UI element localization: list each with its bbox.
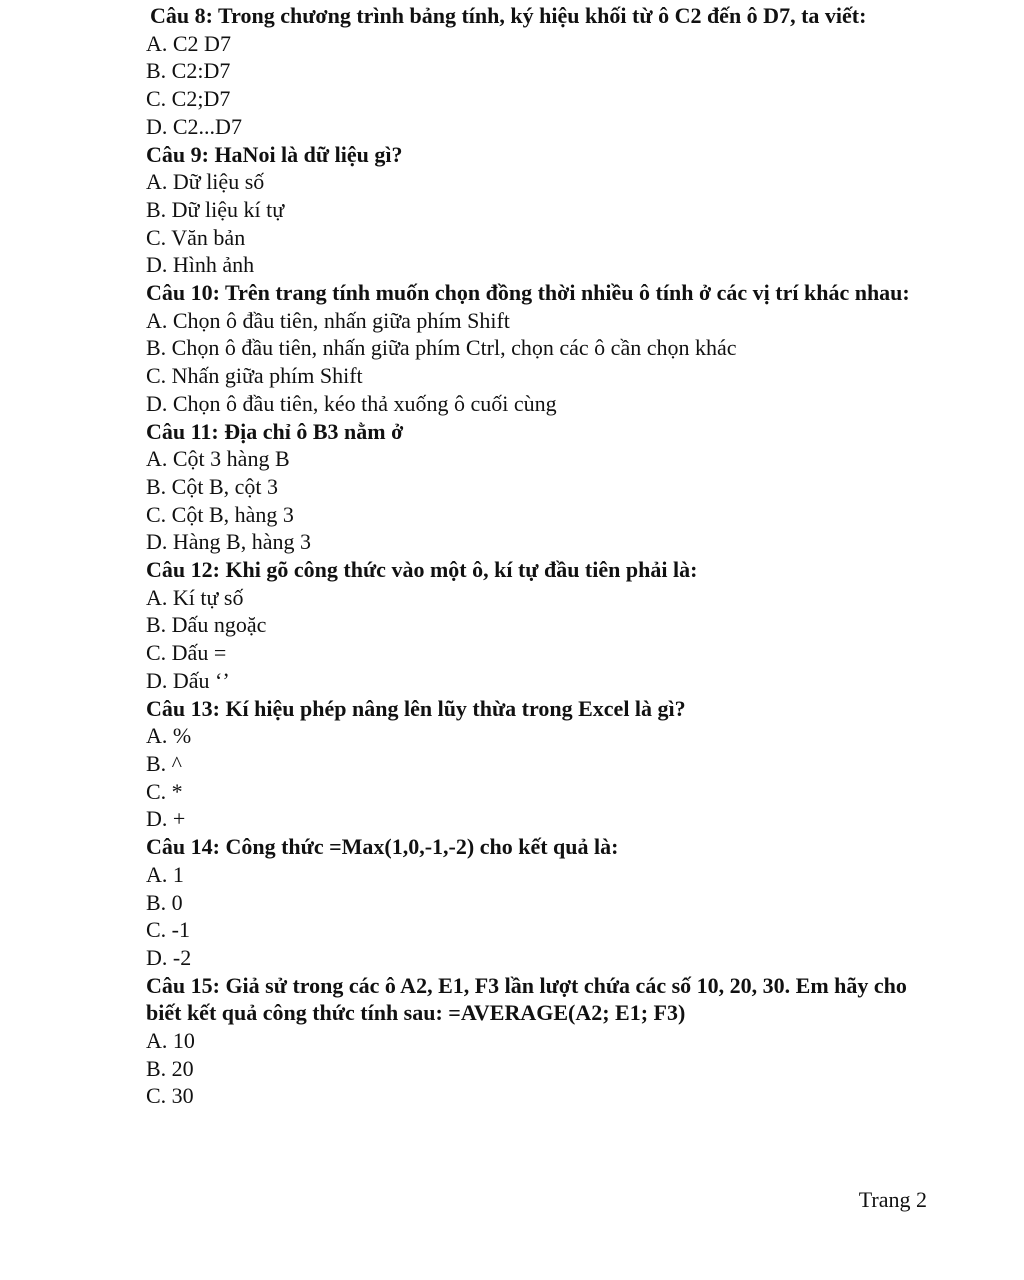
- question-9-option-a: A. Dữ liệu số: [146, 169, 265, 195]
- question-11-option-c: C. Cột B, hàng 3: [146, 501, 294, 527]
- question-14-title: Câu 14: Công thức =Max(1,0,-1,-2) cho kết quả là:: [146, 834, 619, 860]
- question-8-option-a: A. C2 D7: [146, 30, 231, 56]
- question-14-option-a: A. 1: [146, 861, 184, 887]
- question-9-option-d: D. Hình ảnh: [146, 252, 255, 278]
- question-15-option-b: B. 20: [146, 1055, 194, 1081]
- question-10-option-b: B. Chọn ô đầu tiên, nhấn giữa phím Ctrl, chọn các ô cần chọn khác: [146, 335, 737, 361]
- question-15-option-c: C. 30: [146, 1083, 194, 1109]
- question-12-option-a: A. Kí tự số: [146, 584, 244, 610]
- question-15-title: Câu 15: Giả sử trong các ô A2, E1, F3 lần lượt chứa các số 10, 20, 30. Em hãy cho biết kết quả công thức tính sau: =AVERAGE(A2; E1; F3): [146, 972, 907, 1026]
- question-10-title: Câu 10: Trên trang tính muốn chọn đồng thời nhiều ô tính ở các vị trí khác nhau:: [146, 280, 910, 306]
- question-11-option-b: B. Cột B, cột 3: [146, 473, 279, 499]
- question-8-title: Câu 8: Trong chương trình bảng tính, ký hiệu khối từ ô C2 đến ô D7, ta viết:: [150, 3, 867, 28]
- question-13-option-d: D. +: [146, 806, 186, 832]
- question-8-option-b: B. C2:D7: [146, 58, 231, 84]
- question-13-option-b: B. ^: [146, 750, 182, 776]
- question-10-option-a: A. Chọn ô đầu tiên, nhấn giữa phím Shift: [146, 307, 510, 333]
- question-8-option-d: D. C2...D7: [146, 113, 242, 139]
- quiz-content: [146, 2, 936, 1110]
- question-10-option-d: D. Chọn ô đầu tiên, kéo thả xuống ô cuối cùng: [146, 390, 557, 416]
- question-14-option-d: D. -2: [146, 944, 192, 970]
- question-13-option-a: A. %: [146, 723, 192, 749]
- question-12-option-d: D. Dấu ‘’: [146, 667, 230, 693]
- question-8-option-c: C. C2;D7: [146, 86, 231, 112]
- question-13-title: Câu 13: Kí hiệu phép nâng lên lũy thừa trong Excel là gì?: [146, 695, 686, 721]
- question-15-option-a: A. 10: [146, 1028, 195, 1054]
- question-14-option-b: B. 0: [146, 889, 183, 915]
- question-13-option-c: C. *: [146, 778, 183, 804]
- page-number: Trang 2: [858, 1187, 927, 1212]
- question-9-option-b: B. Dữ liệu kí tự: [146, 196, 285, 222]
- question-11-option-a: A. Cột 3 hàng B: [146, 446, 290, 472]
- question-11-title: Câu 11: Địa chỉ ô B3 nằm ở: [146, 418, 404, 444]
- question-9-title: Câu 9: HaNoi là dữ liệu gì?: [146, 141, 403, 167]
- question-12-option-c: C. Dấu =: [146, 640, 227, 666]
- question-14-option-c: C. -1: [146, 917, 190, 943]
- question-12-title: Câu 12: Khi gõ công thức vào một ô, kí tự đầu tiên phải là:: [146, 557, 698, 583]
- question-12-option-b: B. Dấu ngoặc: [146, 612, 267, 638]
- question-9-option-c: C. Văn bản: [146, 224, 246, 250]
- question-11-option-d: D. Hàng B, hàng 3: [146, 529, 311, 555]
- question-10-option-c: C. Nhấn giữa phím Shift: [146, 363, 363, 389]
